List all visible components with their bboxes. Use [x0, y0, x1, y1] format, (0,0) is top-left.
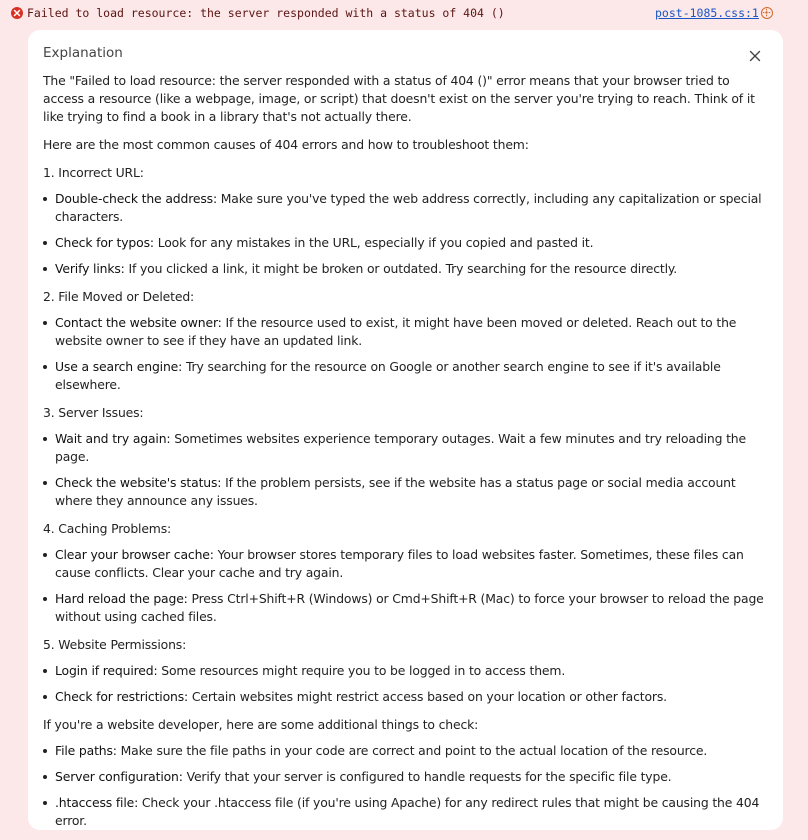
console-error-message: Failed to load resource: the server responded with a status of 404 () — [27, 6, 505, 20]
console-error-row — [0, 0, 808, 26]
list-item-text: Press Ctrl+Shift+R (Windows) or Cmd+Shift+R (Mac) to force your browser to reload the page without using cached files. — [55, 591, 764, 624]
section-list — [43, 314, 773, 394]
list-item — [55, 190, 773, 226]
list-item-label: Check the website's status: — [55, 475, 222, 490]
section-heading: 3. Server Issues: — [43, 405, 144, 420]
section-heading: 5. Website Permissions: — [43, 637, 187, 652]
list-item — [55, 260, 773, 278]
list-item-text: Your browser stores temporary files to load websites faster. Sometimes, these files can cause conflicts. Clear your cache and try again. — [55, 547, 744, 580]
list-item-text: Certain websites might restrict access based on your location or other factors. — [188, 689, 667, 704]
ai-insight-icon[interactable] — [761, 7, 773, 19]
list-item-label: Login if required: — [55, 663, 158, 678]
error-circle-icon — [11, 7, 23, 19]
list-item-label: Use a search engine: — [55, 359, 183, 374]
list-item-text: Try searching for the resource on Google or another search engine to see if it's available elsewhere. — [55, 359, 721, 392]
list-item-label: Check for restrictions: — [55, 689, 189, 704]
section-list — [43, 742, 773, 830]
section-heading: 4. Caching Problems: — [43, 521, 172, 536]
source-file-link[interactable]: post-1085.css:1 — [655, 6, 759, 20]
list-item-label: Server configuration: — [55, 769, 183, 784]
list-item-label: Hard reload the page: — [55, 591, 188, 606]
section-list — [43, 546, 773, 626]
list-item — [55, 662, 773, 680]
panel-title: Explanation — [43, 45, 123, 61]
list-item — [55, 590, 773, 626]
explanation-content — [43, 72, 773, 840]
list-item-text: If the resource used to exist, it might have been moved or deleted. Reach out to the website owner to see if they have an updated link. — [55, 315, 737, 348]
list-item-label: .htaccess file: — [55, 795, 139, 810]
list-item — [55, 474, 773, 510]
list-item — [55, 546, 773, 582]
list-item-label: Clear your browser cache: — [55, 547, 214, 562]
list-item — [55, 742, 773, 760]
list-item — [55, 358, 773, 394]
close-icon — [747, 48, 763, 64]
list-item-text: Verify that your server is configured to handle requests for the specific file type. — [182, 769, 672, 784]
close-button[interactable] — [747, 48, 763, 64]
list-item — [55, 234, 773, 252]
list-item-text: Look for any mistakes in the URL, especially if you copied and pasted it. — [153, 235, 594, 250]
list-item — [55, 688, 773, 706]
explanation-panel — [28, 30, 783, 830]
list-item-label: Contact the website owner: — [55, 315, 222, 330]
list-item-text: Make sure you've typed the web address correctly, including any capitalization or special characters. — [55, 191, 762, 224]
list-item-label: Double-check the address: — [55, 191, 217, 206]
list-item-label: File paths: — [55, 743, 117, 758]
list-item-label: Check for typos: — [55, 235, 154, 250]
list-item-text: If you clicked a link, it might be broken or outdated. Try searching for the resource directly. — [124, 261, 678, 276]
list-item — [55, 768, 773, 786]
list-item — [55, 430, 773, 466]
list-item-label: Verify links: — [55, 261, 125, 276]
section-heading: If you're a website developer, here are some additional things to check: — [43, 717, 479, 732]
intro-paragraph: The "Failed to load resource: the server responded with a status of 404 ()" error means that your browser tried to access a resource (like a webpage, image, or script) that doesn't exist on the server you're trying to reach. Think of it like trying to find a book in a library that's not actually there. — [43, 73, 755, 124]
list-item-text: Make sure the file paths in your code are correct and point to the actual location of the resource. — [116, 743, 708, 758]
section-list — [43, 190, 773, 278]
causes-heading: Here are the most common causes of 404 errors and how to troubleshoot them: — [43, 137, 529, 152]
list-item-label: Wait and try again: — [55, 431, 171, 446]
section-list — [43, 430, 773, 510]
sections-container — [43, 164, 773, 830]
list-item-text: Sometimes websites experience temporary outages. Wait a few minutes and try reloading the page. — [55, 431, 746, 464]
list-item — [55, 314, 773, 350]
list-item-text: If the problem persists, see if the website has a status page or social media account where they announce any issues. — [55, 475, 736, 508]
section-heading: 2. File Moved or Deleted: — [43, 289, 195, 304]
list-item — [55, 794, 773, 830]
list-item-text: Some resources might require you to be logged in to access them. — [157, 663, 566, 678]
list-item-text: Check your .htaccess file (if you're using Apache) for any redirect rules that might be causing the 404 error. — [55, 795, 760, 828]
section-heading: 1. Incorrect URL: — [43, 165, 144, 180]
section-list — [43, 662, 773, 706]
